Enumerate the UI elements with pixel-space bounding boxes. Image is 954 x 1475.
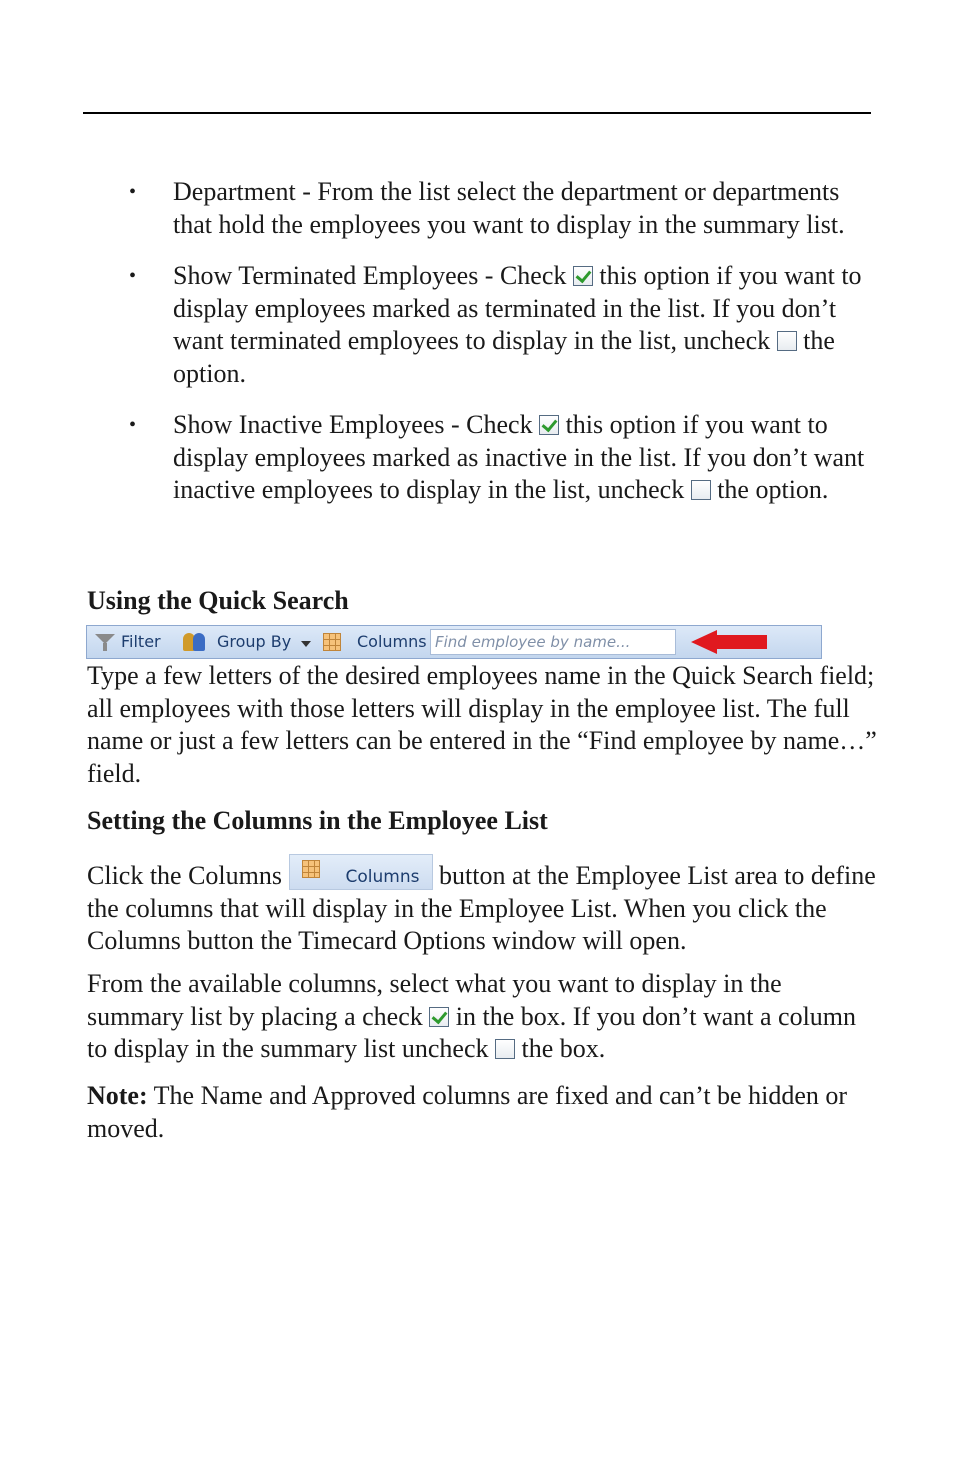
columns-p2-text-a: From the available columns, select what you want to display in the summary list by placing a check [87,969,782,1031]
note-text: The Name and Approved columns are fixed and can’t be hidden or moved. [87,1081,848,1143]
quick-search-toolbar [86,625,822,659]
columns-paragraph-1 [87,854,877,958]
terminated-text-a: Show Terminated Employees - Check [173,261,567,290]
unchecked-checkbox-icon [691,480,711,500]
list-item-department [87,176,877,241]
quick-search-paragraph: Type a few letters of the desired employees name in the Quick Search field; all employees with those letters will display in the employee list. The full name or just a few letters can be entered in the “Find employee by name…” field. [87,661,877,788]
columns-p1-text-b: button at the Employee List area to define the columns that will display in the Employee List. When you click the Columns button the Timecard Options window will open. [87,861,876,955]
columns-button-image [289,854,433,890]
employee-search-input[interactable]: Find employee by name... [430,629,676,655]
filter-button[interactable] [87,626,173,658]
chevron-down-icon [301,641,311,647]
note-paragraph [87,1080,877,1145]
columns-button[interactable] [321,626,427,658]
red-arrow-icon [691,630,767,654]
bullet: • [129,414,137,436]
group-by-label: Group By [217,632,292,651]
unchecked-checkbox-icon [495,1039,515,1059]
quick-search-heading: Using the Quick Search [87,586,349,615]
columns-heading: Setting the Columns in the Employee List [87,806,548,835]
columns-paragraph-2 [87,968,877,1066]
inactive-text-a: Show Inactive Employees - Check [173,410,533,439]
list-item-terminated [87,260,877,390]
columns-p1-text-a: Click the Columns [87,861,282,890]
filter-label: Filter [121,632,161,651]
list-item-inactive [87,409,877,507]
columns-icon [323,633,341,651]
terminated-text-b: this option if you want to display employees marked as terminated in the list. If you don’t want terminated employees to display in the list, uncheck [173,261,862,355]
checked-checkbox-icon [539,415,559,435]
bullet: • [129,181,137,203]
note-label: Note: [87,1081,148,1110]
columns-p2-text-b: in the box. If you don’t want a column to display in the summary list uncheck [87,1001,857,1063]
terminated-text-c: the option. [173,326,835,388]
columns-label: Columns [357,632,427,651]
columns-button-label: Columns [345,867,420,887]
columns-p2-text-c: the box. [521,1034,606,1063]
header-rule [83,112,871,114]
inactive-text-c: the option. [717,475,829,504]
columns-icon [302,860,320,878]
group-by-button[interactable] [181,626,315,658]
unchecked-checkbox-icon [777,331,797,351]
checked-checkbox-icon [573,266,593,286]
options-list [87,176,877,526]
bullet: • [129,265,137,287]
inactive-text-b: this option if you want to display employees marked as inactive in the list. If you don’t want inactive employees to display in the list, uncheck [173,410,865,504]
checked-checkbox-icon [429,1007,449,1027]
department-text: Department - From the list select the department or departments that hold the employees you want to display in the summary list. [173,177,845,239]
